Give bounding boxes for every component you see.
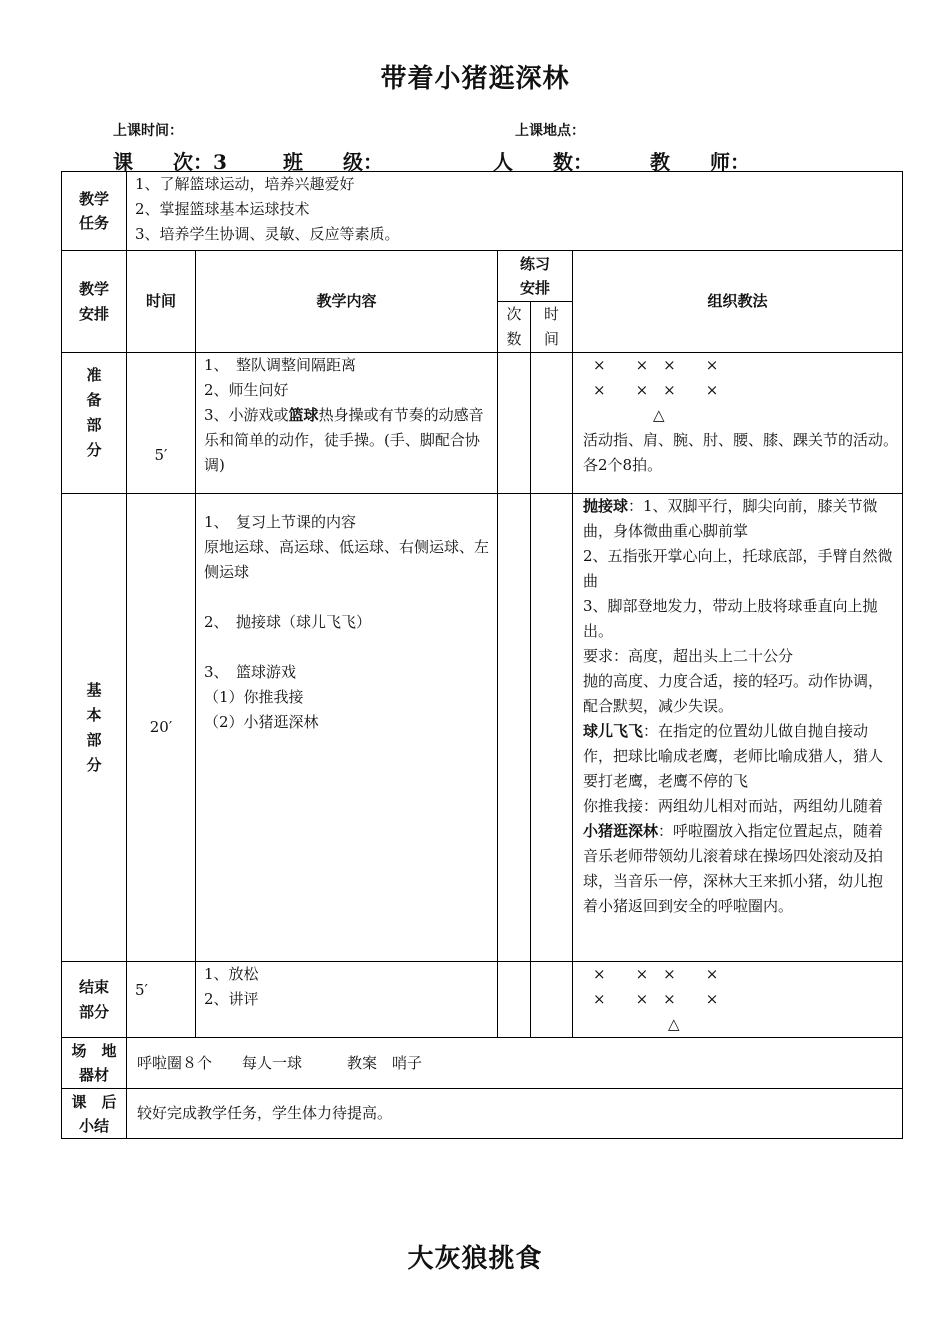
lesson-number-label: 课 次：3 [113, 150, 227, 174]
end-method [573, 962, 903, 1038]
content-line: 1、放松 [204, 965, 259, 983]
content-line: 1、 整队调整间隔距离 [204, 356, 357, 374]
content-line: 2、讲评 [204, 990, 259, 1008]
time-header: 时间 [127, 251, 196, 353]
method-line: 2、五指张开掌心向上，托球底部，手臂自然微曲 [583, 547, 893, 590]
prep-times [498, 353, 531, 494]
teacher-label: 教 师： [650, 150, 750, 174]
basic-row [62, 494, 903, 962]
class-place-label: 上课地点： [515, 123, 585, 139]
basic-duration [531, 494, 573, 962]
prep-row [62, 353, 903, 494]
prep-time: 5′ [127, 353, 196, 494]
task-item: 3、培养学生协调、灵敏、反应等素质。 [135, 225, 400, 243]
basic-times [498, 494, 531, 962]
summary-label: 课 后 小结 [62, 1089, 127, 1139]
page-title: 带着小猪逛深林 [380, 64, 570, 94]
student-count-label: 人 数： [493, 150, 593, 174]
end-label: 结束 部分 [62, 962, 127, 1038]
method-line: 抛接球：1、双脚平行，脚尖向前，膝关节微曲，身体微曲重心脚前掌 [583, 497, 878, 540]
formation-line: △ [593, 1015, 680, 1033]
basic-label: 基 本 部 分 [62, 494, 127, 962]
arrange-header: 教学 安排 [62, 251, 127, 353]
basic-content [196, 494, 498, 962]
content-line: 3、小游戏或篮球热身操或有节奏的动感音乐和简单的动作，徒手操。(手、脚配合协调) [204, 406, 484, 474]
content-line: 原地运球、高运球、低运球、右侧运球、左侧运球 [204, 538, 490, 581]
content-line: 3、 篮球游戏 [204, 663, 297, 681]
content-line: 2、 抛接球（球儿飞飞） [204, 613, 372, 631]
end-times [498, 962, 531, 1038]
method-line: 3、脚部登地发力，带动上肢将球垂直向上抛出。 [583, 597, 878, 640]
next-page-title: 大灰狼挑食 [407, 1244, 543, 1274]
content-line: （1）你推我接 [204, 688, 304, 706]
practice-header: 练习 安排 [498, 251, 573, 302]
summary-row [62, 1089, 903, 1139]
task-list [127, 172, 903, 251]
formation-line: △ [593, 406, 665, 424]
content-line [204, 635, 491, 660]
end-time: 5′ [127, 962, 196, 1038]
summary-text: 较好完成教学任务，学生体力待提高。 [127, 1089, 903, 1139]
method-line: 活动指、肩、腕、肘、腰、膝、踝关节的活动。各2个8拍。 [583, 431, 899, 474]
class-grade-label: 班 级： [283, 150, 383, 174]
basic-method [573, 494, 903, 962]
prep-label: 准 备 部 分 [62, 353, 127, 494]
times-header: 次 数 [498, 302, 531, 353]
formation-line: × × × × [593, 381, 719, 399]
class-time-label: 上课时间： [113, 123, 183, 139]
formation-line: × × × × [593, 990, 719, 1008]
formation-line: × × × × [593, 965, 719, 983]
content-line: 2、师生问好 [204, 381, 289, 399]
end-duration [531, 962, 573, 1038]
end-row [62, 962, 903, 1038]
task-row [62, 172, 903, 251]
basic-time: 20′ [127, 494, 196, 962]
prep-content [196, 353, 498, 494]
task-label: 教学 任务 [62, 172, 127, 251]
content-line: 1、 复习上节课的内容 [204, 513, 357, 531]
duration-header: 时 间 [531, 302, 573, 353]
content-header: 教学内容 [196, 251, 498, 353]
task-item: 1、了解篮球运动，培养兴趣爱好 [135, 175, 355, 193]
method-line: 小猪逛深林：呼啦圈放入指定位置起点，随着音乐老师带领幼儿滚着球在操场四处滚动及拍球，当音乐一停，深林大王来抓小猪，幼儿抱着小猪返回到安全的呼啦圈内。 [583, 822, 884, 915]
method-line: 抛的高度、力度合适，接的轻巧。动作协调，配合默契，减少失误。 [583, 672, 884, 715]
header-row-1 [62, 251, 903, 302]
equipment-text: 呼啦圈８个 每人一球 教案 哨子 [127, 1038, 903, 1089]
content-line [204, 585, 491, 610]
task-item: 2、掌握篮球基本运球技术 [135, 200, 310, 218]
prep-method [573, 353, 903, 494]
method-line: 球儿飞飞：在指定的位置幼儿做自抛自接动作，把球比喻成老鹰，老师比喻成猎人，猎人要打老鹰，老鹰不停的飞 [583, 722, 884, 790]
prep-duration [531, 353, 573, 494]
lesson-plan-table [61, 171, 903, 1139]
content-line: （2）小猪逛深林 [204, 713, 319, 731]
end-content [196, 962, 498, 1038]
formation-line: × × × × [593, 356, 719, 374]
method-line: 你推我接：两组幼儿相对而站，两组幼儿随着 [583, 797, 884, 815]
equipment-row [62, 1038, 903, 1089]
method-line: 要求：高度，超出头上二十公分 [583, 647, 794, 665]
method-header: 组织教法 [573, 251, 903, 353]
equipment-label: 场 地 器材 [62, 1038, 127, 1089]
